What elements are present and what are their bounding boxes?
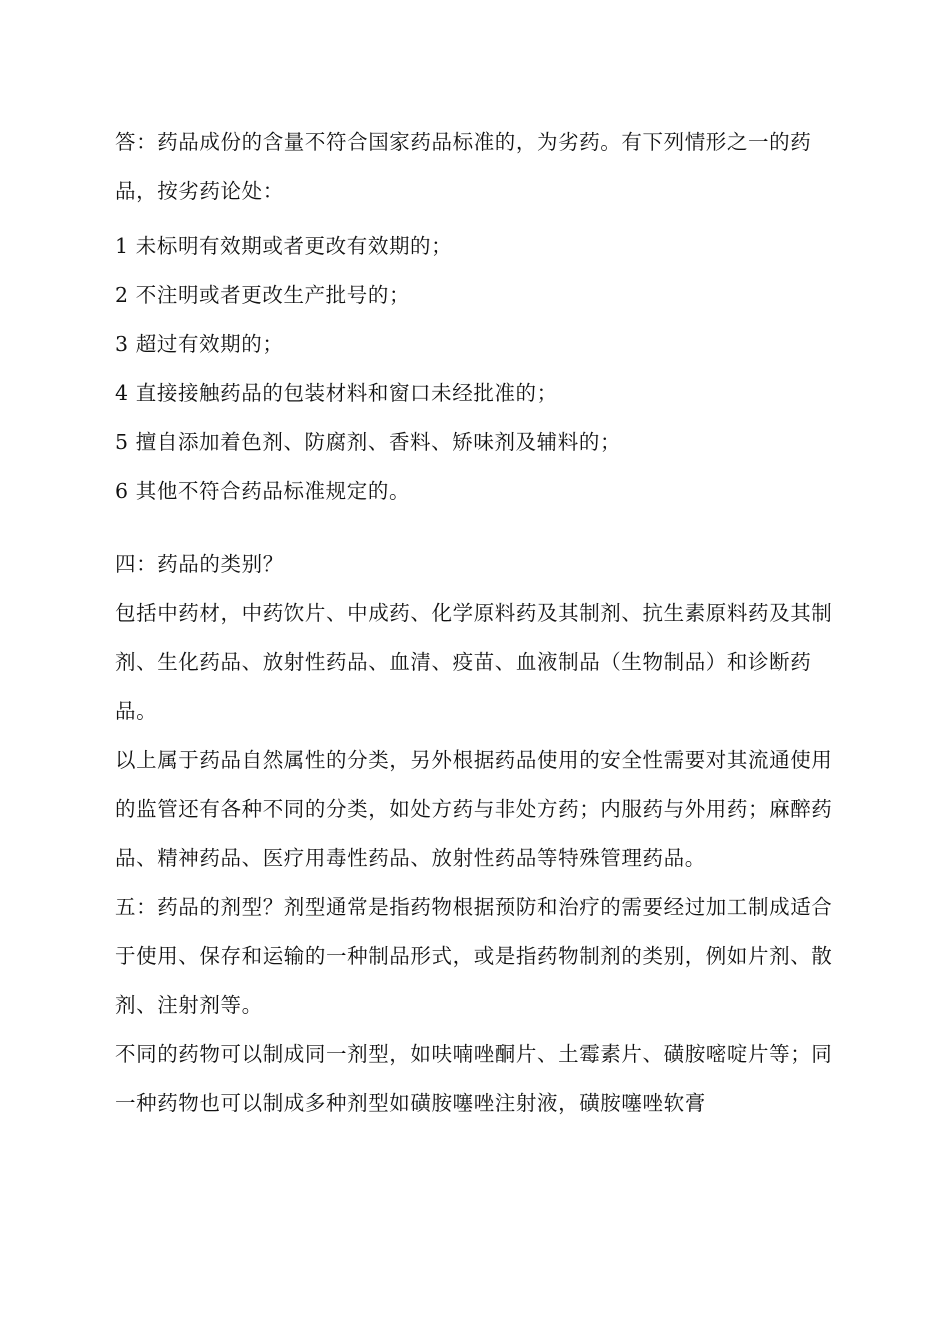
- list-item-4: 4 直接接触药品的包装材料和窗口未经批准的；: [115, 381, 558, 405]
- paragraph-inferior-drug-definition: 答：药品成份的含量不符合国家药品标准的，为劣药。有下列情形之一的药品，按劣药论处：: [115, 130, 812, 203]
- section-heading-drug-categories: 四：药品的类别？: [115, 552, 284, 576]
- paragraph-dosage-examples: 不同的药物可以制成同一剂型，如呋喃唑酮片、土霉素片、磺胺嘧啶片等；同一种药物也可以制成多种剂型如磺胺噻唑注射液，磺胺噻唑软膏: [115, 1042, 833, 1115]
- paragraph-categories-list: 包括中药材，中药饮片、中成药、化学原料药及其制剂、抗生素原料药及其制剂、生化药品、放射性药品、血清、疫苗、血液制品（生物制品）和诊断药品。: [115, 601, 833, 723]
- document-page: [115, 118, 845, 1128]
- list-item-6: 6 其他不符合药品标准规定的。: [115, 479, 411, 503]
- paragraph-dosage-forms: 五：药品的剂型？剂型通常是指药物根据预防和治疗的需要经过加工制成适合于使用、保存和运输的一种制品形式，或是指药物制剂的类别，例如片剂、散剂、注射剂等。: [115, 895, 833, 1017]
- list-item-1: 1 未标明有效期或者更改有效期的；: [115, 234, 453, 258]
- list-item-5: 5 擅自添加着色剂、防腐剂、香料、矫味剂及辅料的；: [115, 430, 622, 454]
- list-item-2: 2 不注明或者更改生产批号的；: [115, 283, 411, 307]
- paragraph-classification: 以上属于药品自然属性的分类，另外根据药品使用的安全性需要对其流通使用的监管还有各种不同的分类，如处方药与非处方药；内服药与外用药；麻醉药品、精神药品、医疗用毒性药品、放射性药品等特殊管理药品。: [115, 748, 833, 870]
- list-item-3: 3 超过有效期的；: [115, 332, 284, 356]
